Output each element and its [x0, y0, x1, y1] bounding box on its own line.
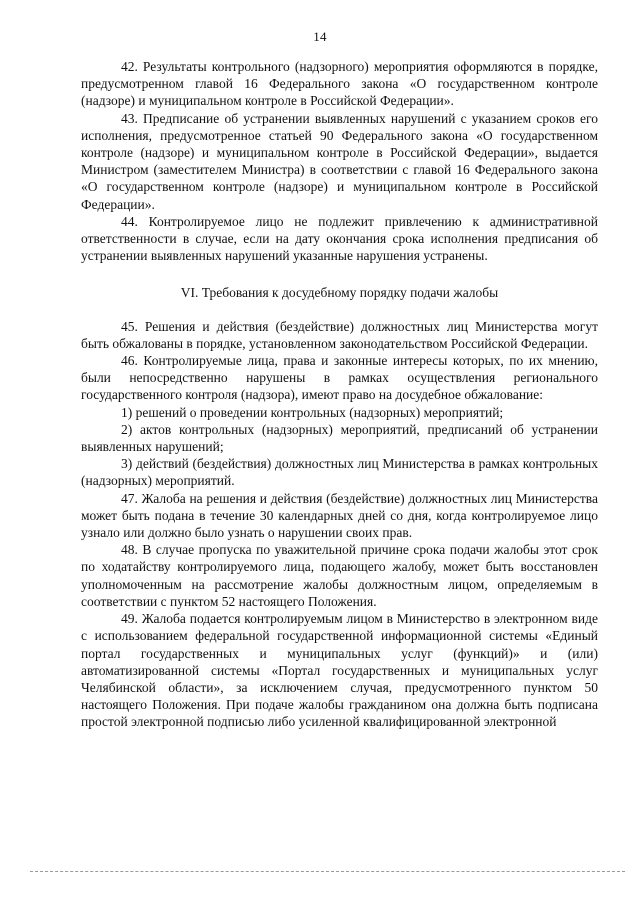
paragraph-48: 48. В случае пропуска по уважительной причине срока подачи жалобы этот срок по ходатайству контролируемого лица, подающего жалобу, может быть восстановлен уполномоченным на рассмотрение жалобы должностным лицом, определяемым в соответствии с пунктом 52 настоящего Положения.	[81, 542, 598, 609]
paragraph-47: 47. Жалоба на решения и действия (бездействие) должностных лиц Министерства может быть подана в течение 30 календарных дней со дня, когда контролируемое лицо узнало или должно было узнать о нарушении своих прав.	[81, 490, 598, 541]
paragraph-42: 42. Результаты контрольного (надзорного) мероприятия оформляются в порядке, предусмотренном главой 16 Федерального закона «О государственном контроле (надзоре) и муниципальном контроле в Российской Федерации».	[81, 59, 598, 109]
paragraph-43: 43. Предписание об устранении выявленных нарушений с указанием сроков его исполнения, предусмотренное статьей 90 Федерального закона «О государственном контроле (надзоре) и муниципальном контроле в Российской Федерации», выдается Министром (заместителем Министра) в соответствии с главой 16 Федерального закона «О государственном контроле (надзоре) и муниципальном контроле в Российской Федерации».	[81, 110, 598, 212]
page-bottom-divider	[30, 871, 625, 872]
section-heading: VI. Требования к досудебному порядку подачи жалобы	[180, 285, 499, 301]
list-item-2: 2) актов контрольных (надзорных) мероприятий, предписаний об устранении выявленных нарушений;	[81, 421, 598, 455]
document-body	[81, 58, 598, 731]
paragraph-44: 44. Контролируемое лицо не подлежит привлечению к административной ответственности в случае, если на дату окончания срока исполнения предписания об устранении выявленных нарушений указанные нарушения устранены.	[81, 213, 598, 264]
paragraph-49: 49. Жалоба подается контролируемым лицом в Министерство в электронном виде с использованием федеральной государственной информационной системы «Единый портал государственных и муниципальных услуг (функций)» и (или) автоматизированной системы «Портал государственных и муниципальных услуг Челябинской области», за исключением случая, предусмотренного пунктом 50 настоящего Положения. При подаче жалобы гражданином она должна быть подписана простой электронной подписью либо усиленной квалифицированной электронной	[81, 611, 598, 730]
page-number: 14	[313, 29, 327, 44]
paragraph-45: 45. Решения и действия (бездействие) должностных лиц Министерства могут быть обжалованы в порядке, установленном законодательством Российской Федерации.	[81, 318, 598, 351]
list-item-1: 1) решений о проведении контрольных (надзорных) мероприятий;	[121, 404, 504, 420]
list-item-3: 3) действий (бездействия) должностных лиц Министерства в рамках контрольных (надзорных) мероприятий.	[81, 456, 598, 489]
paragraph-46: 46. Контролируемые лица, права и законные интересы которых, по их мнению, были непосредственно нарушены в рамках осуществления регионального государственного контроля (надзора), имеют право на досудебное обжалование:	[81, 353, 598, 403]
